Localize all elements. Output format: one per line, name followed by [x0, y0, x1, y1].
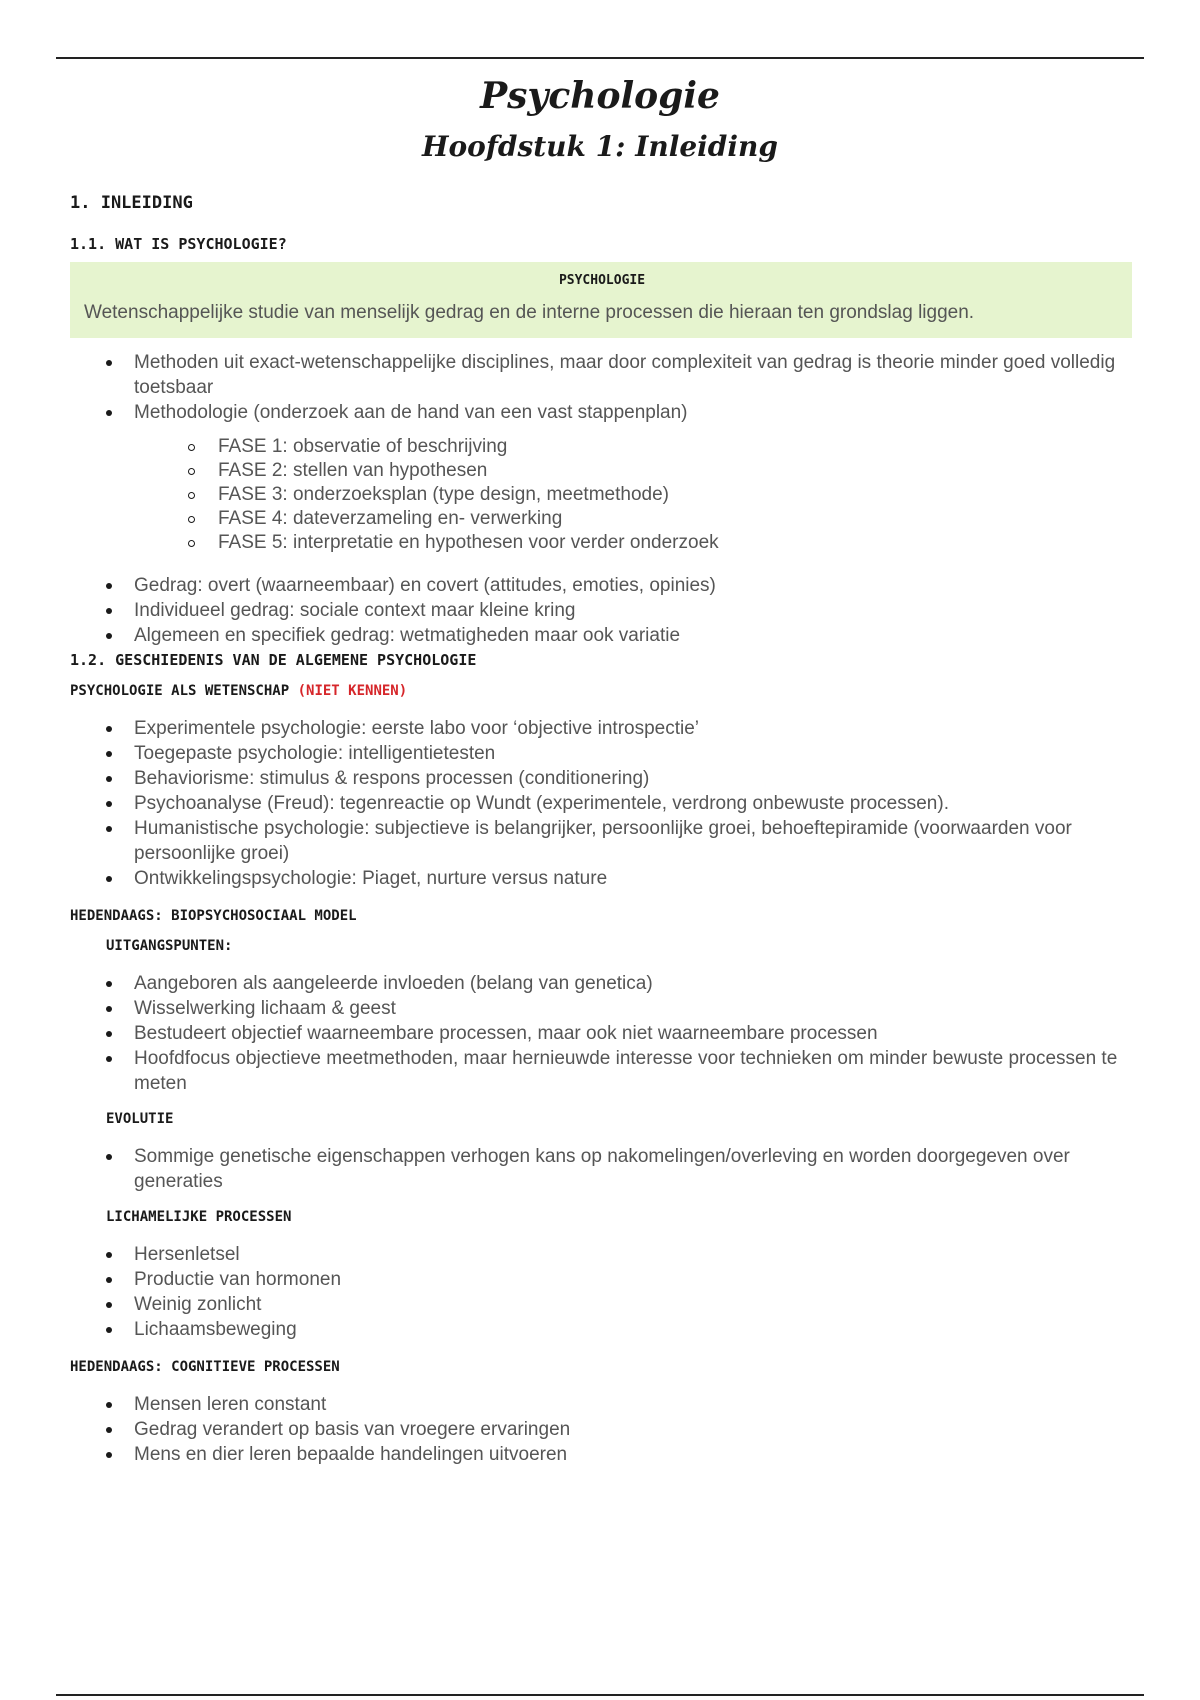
list-item: Hoofdfocus objectieve meetmethoden, maar hernieuwde interesse voor technieken om minder bewuste processen te meten [134, 1046, 1136, 1096]
list-item: Mensen leren constant [134, 1392, 1136, 1417]
document-title: Psychologie [480, 75, 720, 117]
list-item: Individueel gedrag: sociale context maar kleine kring [134, 598, 1136, 623]
heading-lichamelijke-processen: LICHAMELIJKE PROCESSEN [106, 1209, 292, 1225]
list-item: Aangeboren als aangeleerde invloeden (belang van genetica) [134, 971, 1136, 996]
heading-geschiedenis: 1.2. GESCHIEDENIS VAN DE ALGEMENE PSYCHOLOGIE [70, 651, 477, 669]
heading-uitgangspunten: UITGANGSPUNTEN: [106, 938, 233, 954]
definition-text: Wetenschappelijke studie van menselijk gedrag en de interne processen die hieraan ten grondslag liggen. [84, 302, 975, 323]
definition-term: PSYCHOLOGIE [558, 273, 646, 288]
top-rule [56, 57, 1144, 59]
heading-cognitieve-processen: HEDENDAAGS: COGNITIEVE PROCESSEN [70, 1359, 340, 1375]
bullet-list-lichamelijk [70, 1242, 1136, 1342]
bullet-list-history [70, 716, 1136, 891]
list-item: FASE 2: stellen van hypothesen [218, 459, 1136, 483]
list-item: FASE 1: observatie of beschrijving [218, 435, 1136, 459]
list-item: Toegepaste psychologie: intelligentietesten [134, 741, 1136, 766]
phase-list [70, 435, 1136, 555]
list-item: Ontwikkelingspsychologie: Piaget, nurture versus nature [134, 866, 1136, 891]
heading-wat-is-psychologie: 1.1. WAT IS PSYCHOLOGIE? [70, 235, 287, 253]
niet-kennen-note: (NIET KENNEN) [297, 683, 408, 699]
list-item: Algemeen en specifiek gedrag: wetmatigheden maar ook variatie [134, 623, 1136, 648]
heading-inleiding: 1. INLEIDING [70, 193, 193, 213]
list-item: Methoden uit exact-wetenschappelijke disciplines, maar door complexiteit van gedrag is theorie minder goed volledig toetsbaar [134, 350, 1136, 400]
list-item: Methodologie (onderzoek aan de hand van een vast stappenplan) [134, 400, 1136, 425]
list-item: FASE 3: onderzoeksplan (type design, meetmethode) [218, 483, 1136, 507]
heading-text: PSYCHOLOGIE ALS WETENSCHAP [70, 683, 290, 699]
list-item: FASE 4: dateverzameling en- verwerking [218, 507, 1136, 531]
title-block [0, 70, 1200, 170]
definition-box [70, 262, 1132, 338]
bottom-rule [56, 1694, 1144, 1696]
list-item: Gedrag: overt (waarneembaar) en covert (attitudes, emoties, opinies) [134, 573, 1136, 598]
list-item: Humanistische psychologie: subjectieve is belangrijker, persoonlijke groei, behoeftepiramide (voorwaarden voor persoonlijke groei) [134, 816, 1136, 866]
bullet-list-uitgangspunten [70, 971, 1136, 1096]
bullet-list-cognitief [70, 1392, 1136, 1467]
list-item: Sommige genetische eigenschappen verhogen kans op nakomelingen/overleving en worden doorgegeven over generaties [134, 1144, 1136, 1194]
list-item: Psychoanalyse (Freud): tegenreactie op Wundt (experimentele, verdrong onbewuste processen). [134, 791, 1136, 816]
bullet-list-behaviour [70, 573, 1136, 648]
list-item: Gedrag verandert op basis van vroegere ervaringen [134, 1417, 1136, 1442]
list-item: Lichaamsbeweging [134, 1317, 1136, 1342]
list-item: Bestudeert objectief waarneembare processen, maar ook niet waarneembare processen [134, 1021, 1136, 1046]
list-item: Weinig zonlicht [134, 1292, 1136, 1317]
heading-evolutie: EVOLUTIE [106, 1111, 174, 1127]
bullet-list-methods [70, 350, 1136, 425]
list-item: Productie van hormonen [134, 1267, 1136, 1292]
document-body [70, 190, 1136, 1467]
list-item: Experimentele psychologie: eerste labo voor ‘objective introspectie’ [134, 716, 1136, 741]
list-item: Wisselwerking lichaam & geest [134, 996, 1136, 1021]
list-item: Mens en dier leren bepaalde handelingen uitvoeren [134, 1442, 1136, 1467]
list-item: Behaviorisme: stimulus & respons processen (conditionering) [134, 766, 1136, 791]
chapter-title: Hoofdstuk 1: Inleiding [422, 130, 778, 163]
heading-psychologie-als-wetenschap [70, 680, 1136, 702]
bullet-list-evolutie [70, 1144, 1136, 1194]
list-item: FASE 5: interpretatie en hypothesen voor verder onderzoek [218, 531, 1136, 555]
heading-biopsychosociaal: HEDENDAAGS: BIOPSYCHOSOCIAAL MODEL [70, 908, 357, 924]
list-item: Hersenletsel [134, 1242, 1136, 1267]
